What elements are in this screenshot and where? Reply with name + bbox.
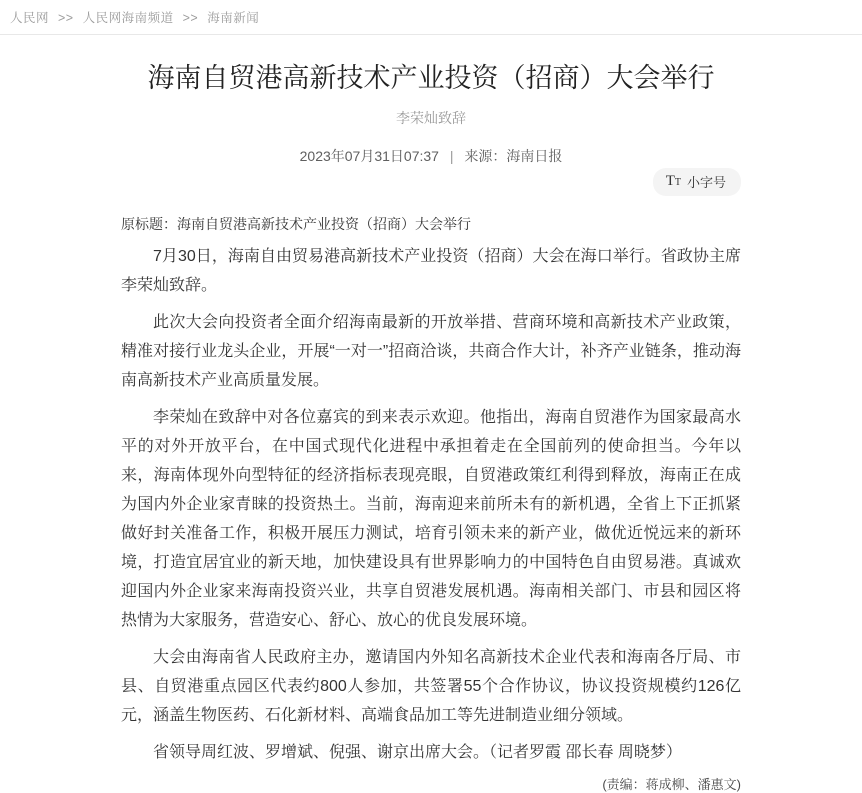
paragraph-3: 李荣灿在致辞中对各位嘉宾的到来表示欢迎。他指出，海南自贸港作为国家最高水平的对外开放平台，在中国式现代化进程中承担着走在全国前列的使命担当。今年以来，海南体现外向型特征的经济指标表现亮眼，自贸港政策红利得到释放，海南正在成为国内外企业家青睐的投资热土。当前，海南迎来前所未有的新机遇，全省上下正抓紧做好封关准备工作，积极开展压力测试，培育引领未来的新产业，做优近悦远来的新环境，打造宜居宜业的新天地，加快建设具有世界影响力的中国特色自由贸易港。真诚欢迎国内外企业家来海南投资兴业，共享自贸港发展机遇。海南相关部门、市县和园区将热情为大家服务，营造安心、舒心、放心的优良发展环境。 <box>121 409 741 629</box>
meta-separator: | <box>449 148 454 164</box>
paragraph-1: 7月30日，海南自由贸易港高新技术产业投资（招商）大会在海口举行。省政协主席李荣灿致辞。 <box>121 248 741 294</box>
breadcrumb-separator: >> <box>182 11 199 25</box>
article-toolbar <box>121 168 741 196</box>
paragraph-2: 此次大会向投资者全面介绍海南最新的开放举措、营商环境和高新技术产业政策，精准对接行业龙头企业，开展“一对一”招商洽谈，共商合作大计，补齐产业链条，推动海南高新技术产业高质量发展。 <box>121 314 741 389</box>
font-size-label: 小字号 <box>686 175 726 190</box>
breadcrumb <box>0 0 862 26</box>
breadcrumb-link-peoples-daily[interactable]: 人民网 <box>10 11 50 25</box>
font-size-button[interactable] <box>653 168 741 196</box>
publish-date: 2023年07月31日07:37 <box>299 148 439 164</box>
breadcrumb-link-hainan-channel[interactable]: 人民网海南频道 <box>82 11 174 25</box>
source-label: 来源： <box>464 148 507 164</box>
source-link[interactable]: 海南日报 <box>506 148 563 164</box>
article-meta <box>121 146 741 166</box>
font-size-icon: TT <box>665 173 681 189</box>
page-title: 海南自贸港高新技术产业投资（招商）大会举行 <box>147 63 715 93</box>
header-divider <box>0 34 862 35</box>
breadcrumb-separator: >> <box>58 11 74 25</box>
paragraph-4: 大会由海南省人民政府主办，邀请国内外知名高新技术企业代表和海南各厅局、市县、自贸港重点园区代表约800人参加，共签署55个合作协议，协议投资规模约126亿元，涵盖生物医药、石化新材料、高端食品加工等先进制造业细分领域。 <box>121 649 741 724</box>
editor-credit: (责编：蒋成柳、潘惠文) <box>602 777 741 792</box>
article-subtitle: 李荣灿致辞 <box>396 110 466 126</box>
paragraph-5: 省领导周红波、罗增斌、倪强、谢京出席大会。（记者罗霞 邵长春 周晓梦） <box>153 744 682 761</box>
original-title: 原标题：海南自贸港高新技术产业投资（招商）大会举行 <box>121 216 471 232</box>
breadcrumb-link-hainan-news[interactable]: 海南新闻 <box>207 11 260 25</box>
article-body <box>121 61 741 793</box>
